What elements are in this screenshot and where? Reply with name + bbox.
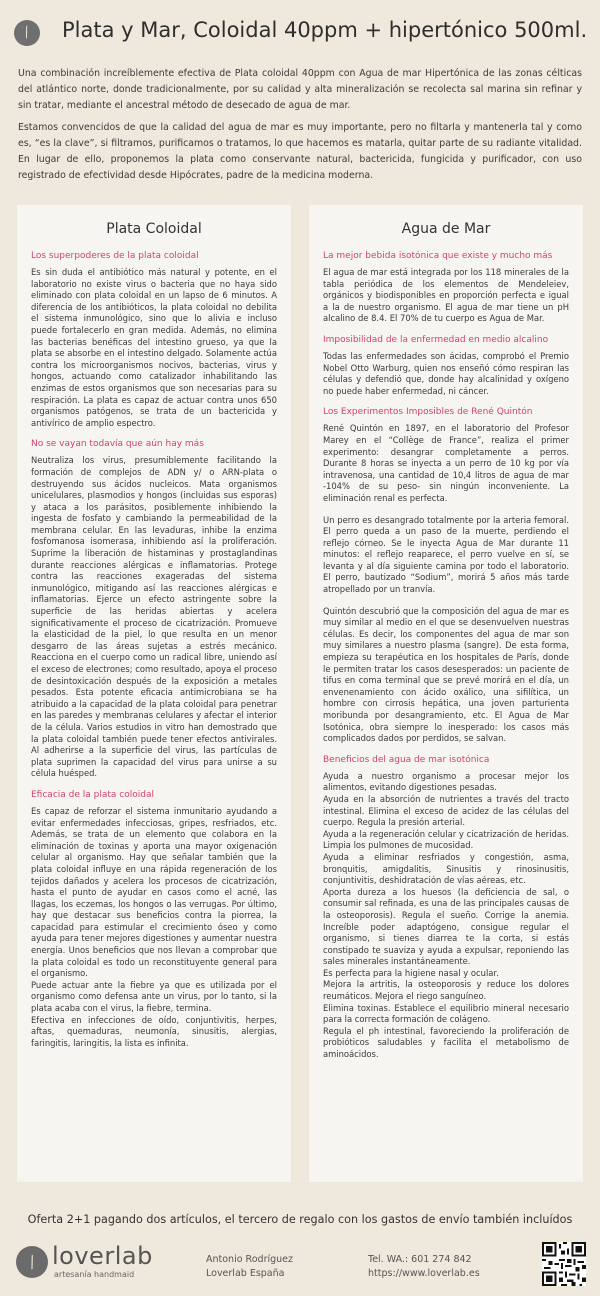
brand-name: loverlab [52, 1242, 153, 1270]
panel-title: Agua de Mar [401, 221, 491, 237]
brand-logo-icon: ⁄ [16, 1246, 48, 1278]
qr-code-icon[interactable] [542, 1242, 586, 1286]
panel-plata-coloidal [17, 205, 291, 1182]
benefit-item: Mejora la artritis, la osteoporosis y reduce los dolores reumáticos. Mejora el riego sanguíneo. [323, 979, 569, 1002]
intro-paragraph: Estamos convencidos de que la calidad del agua de mar es muy importante, pero no filtarla y mantenerla tal y como es, “es la clave”, si filtramos, purificamos o tratamos, lo que hacemos es matarla, quitar parte de su radiante vitalidad. En lugar de ello, proponemos la plata como conservante natural, bactericida, fungicida y purificador, con uso registrado de efectividad desde Hipócrates, padre de la medicina moderna. [18, 122, 582, 181]
footer [0, 1240, 600, 1290]
benefit-item: Ayuda en la absorción de nutrientes a través del tracto intestinal. Elimina el exceso de acidez de las células del cuerpo. Regula la presión arterial. [323, 793, 569, 828]
benefit-item: Es perfecta para la higiene nasal y ocular. [323, 967, 499, 978]
benefit-item: Aporta dureza a los huesos (la deficiencia de sal, o consumir sal refinada, es una de las principales causas de la osteoporosis). Regula el sueño. Corrige la anemia. Increíble poder adaptógeno, consigue regular el organismo, si tienes diarrea te la corta, si estás constipado te suaviza y ayuda a expulsar, reponiendo las sales minerales instantáneamente. [323, 886, 569, 967]
contact-name: Antonio Rodríguez [206, 1254, 293, 1265]
header [14, 18, 586, 50]
section-paragraph: Es sin duda el antibiótico más natural y potente, en el laboratorio no existe virus o bacteria que no haya sido eliminado con plata coloidal en un lapso de 6 minutos. A diferencia de los antibióticos, la plata coloidal no debilita el sistema inmunológico, sino que lo alivia e incluso puede fortalecerlo en gran medida. Además, no elimina las bacterias benéficas del intestino grueso, ya que la plata se absorbe en el intestino delgado. Solamente actúa contra los microorganismos nocivos, bacterias, virus y hongos, actuando como catalizador inhabilitando las enzimas de estos organismos que son necesarias para su respiración. La plata es capaz de actuar contra unos 650 organismos patógenos, se trata de un bactericida y antivírico de amplio espectro. [31, 267, 277, 428]
section-heading: Los superpoderes de la plata coloidal [31, 251, 199, 261]
section-paragraph: El agua de mar está integrada por los 118 minerales de la tabla periódica de los elementos de Mendeleiev, orgánicos y biodisponibles en proporción perfecta e igual a la de nuestro organismo. El agua de mar tiene un pH alcalino de 8.4. El 70% de tu cuerpo es Agua de Mar. [323, 267, 569, 324]
panel-title: Plata Coloidal [106, 221, 202, 237]
page-title: Plata y Mar, Coloidal 40ppm + hipertónico 500ml. [62, 18, 588, 42]
website-link[interactable]: https://www.loverlab.es [368, 1268, 480, 1279]
section-heading: La mejor bebida isotónica que existe y mucho más [323, 251, 553, 261]
panel-agua-de-mar [309, 205, 583, 1182]
section-paragraph: Es capaz de reforzar el sistema inmunitario ayudando a evitar enfermedades infecciosas, gripes, resfriados, etc. Además, se trata de un elemento que colabora en la eliminación de toxinas y aporta una mayor oxigenación celular al organismo. Hay que señalar también que la plata coloidal influye en una rápida regeneración de los tejidos dañados y acelera los procesos de cicatrización, hasta el punto de ayudar en casos como el acné, las llagas, los eczemas, los hongos o las verrugas. Por último, hay que destacar sus beneficios contra la piorrea, la capacidad para estimular el crecimiento óseo y como ayuda para tener mejores digestiones y aumentar nuestra energía. Unos beneficios que nos llevan a comprobar que la plata coloidal es todo un reconstituyente general para el organismo. [31, 805, 277, 979]
section-heading: Eficacia de la plata coloidal [31, 789, 154, 800]
section-paragraph: Quintón descubrió que la composición del agua de mar es muy similar al medio en el que se desenvuelven nuestras células. Es decir, los componentes del agua de mar son muy similares a nuestro plasma (sangre). De esta forma, empieza su terapéutica en los hospitales de París, donde le permiten tratar los casos desesperados: un paciente de tifus en coma terminal que se prevé morirá en el día, un envenenamiento con ácido oxálico, una sifilítica, un hombre con cirrosis hepática, una joven parturienta moribunda por desangramiento, etc. El Agua de Mar Isotónica, obra siempre lo inesperado: los casos más complicados dados por perdidos, se salvan. [323, 605, 569, 744]
logo-icon: ⁄ [14, 20, 40, 46]
benefit-item: Regula el ph intestinal, favoreciendo la proliferación de probióticos saludables y facilita el metabolismo de aminoácidos. [323, 1025, 569, 1060]
benefit-item: Ayuda a eliminar resfriados y congestión, asma, bronquitis, amigdalitis, Sinusitis y rinosinusitis, conjuntivitis, deshidratación de vías aéreas, etc. [323, 851, 569, 886]
benefit-item: Ayuda a la regeneración celular y cicatrización de heridas. Limpia los pulmones de mucosidad. [323, 828, 569, 851]
brand-tagline: artesanía handmaid [54, 1270, 135, 1279]
section-paragraph: Neutraliza los virus, presumiblemente facilitando la formación de complejos de ADN y/ o ARN-plata o destruyendo sus ácidos nucleicos. Mata organismos unicelulares, plasmodios y hongos (incluidas sus esporas) y ataca a los parásitos, posiblemente inhibiendo la ingesta de fosfato y cambiando la permeabilidad de la membrana celular. En las levaduras, inhibe la enzima fosfomanosa isomerasa, inhibiendo así la proliferación. Suprime la liberación de histaminas y prostaglandinas durante reacciones alérgicas e inflamatorias. Protege contra las reacciones exageradas del sistema inmunológico, mitigando así las reacciones alérgicas e inflamatorias. Ejerce un efecto astringente sobre la superficie de las heridas abiertas y acelera significativamente el proceso de cicatrización. Promueve la elasticidad de la piel, lo que resulta en un menor desgarro de las áreas sujetas a estrés mecánico. Reacciona en el cuerpo como un radical libre, uniendo así el exceso de electrones; como resultado, apoya el proceso de desintoxicación después de la exposición a metales pesados. Esta potente eficacia antimicrobiana se ha atribuido a la capacidad de la plata coloidal para penetrar en las paredes y membranas celulares y afectar el interior de la célula. Varios estudios in vitro han demostrado que la plata coloidal también puede tener efectos antivirales. Al adherirse a la superficie del virus, las partículas de plata suprimen la capacidad del virus para unirse a su célula huésped. [31, 455, 277, 779]
intro-paragraph: Una combinación increíblemente efectiva de Plata coloidal 40ppm con Agua de mar Hipertónica de las zonas célticas del atlántico norte, donde tradicionalmente, por su calidad y alta mineralización se recolecta sal marina sin refinar y sin tratar, mediante el ancestral método de desecado de agua de mar. [18, 68, 582, 111]
phone-number: Tel. WA.: 601 274 842 [368, 1254, 472, 1265]
offer-text: Oferta 2+1 pagando dos artículos, el tercero de regalo con los gastos de envío también incluídos [27, 1213, 573, 1226]
section-heading: Los Experimentos Imposibles de René Quintón [323, 407, 533, 418]
section-heading: Imposibilidad de la enfermedad en medio alcalino [323, 334, 549, 345]
section-paragraph: René Quintón en 1897, en el laboratorio del Profesor Marey en el “Collège de France”, realiza el primer experimento: desangrar completamente a perros. Durante 8 horas se inyecta a un perro de 10 kg por vía intravenosa, una cantidad de 10,4 litros de agua de mar -104% de su peso- sin ningún inconveniente. La eliminación renal es perfecta. [323, 423, 569, 503]
company-name: Loverlab España [206, 1268, 285, 1279]
section-paragraph: Efectiva en infecciones de oído, conjuntivitis, herpes, aftas, quemaduras, neumonía, sinusitis, alergias, faringitis, laringitis, la lista es infinita. [31, 1014, 277, 1048]
section-heading: Beneficios del agua de mar isotónica [323, 754, 490, 765]
section-paragraph: Todas las enfermedades son ácidas, comprobó el Premio Nobel Otto Warburg, quien nos enseñó cómo respiran las células y defendió que, donde hay alcalinidad y oxígeno no puede haber enfermedad, ni cáncer. [323, 350, 569, 396]
section-heading: No se vayan todavía que aún hay más [31, 439, 204, 450]
benefit-item: Elimina toxinas. Establece el equilibrio mineral necesario para la correcta formación de colágeno. [323, 1002, 569, 1025]
benefits-list [323, 771, 569, 1061]
benefit-item: Ayuda a nuestro organismo a procesar mejor los alimentos, evitando digestiones pesadas. [323, 770, 569, 793]
section-paragraph: Puede actuar ante la fiebre ya que es utilizada por el organismo como defensa ante un virus, por lo tanto, si la plata acaba con el virus, la fiebre, termina. [31, 979, 277, 1014]
section-paragraph: Un perro es desangrado totalmente por la arteria femoral. El perro queda a un paso de la muerte, perdiendo el reflejo córneo. Se le inyecta Agua de Mar durante 11 minutos: el reflejo reaparece, el perro vuelve en sí, se levanta y al día siguiente camina por todo el laboratorio. El perro, bautizado “Sodium”, morirá 5 años más tarde atropellado por un tranvía. [323, 514, 569, 595]
